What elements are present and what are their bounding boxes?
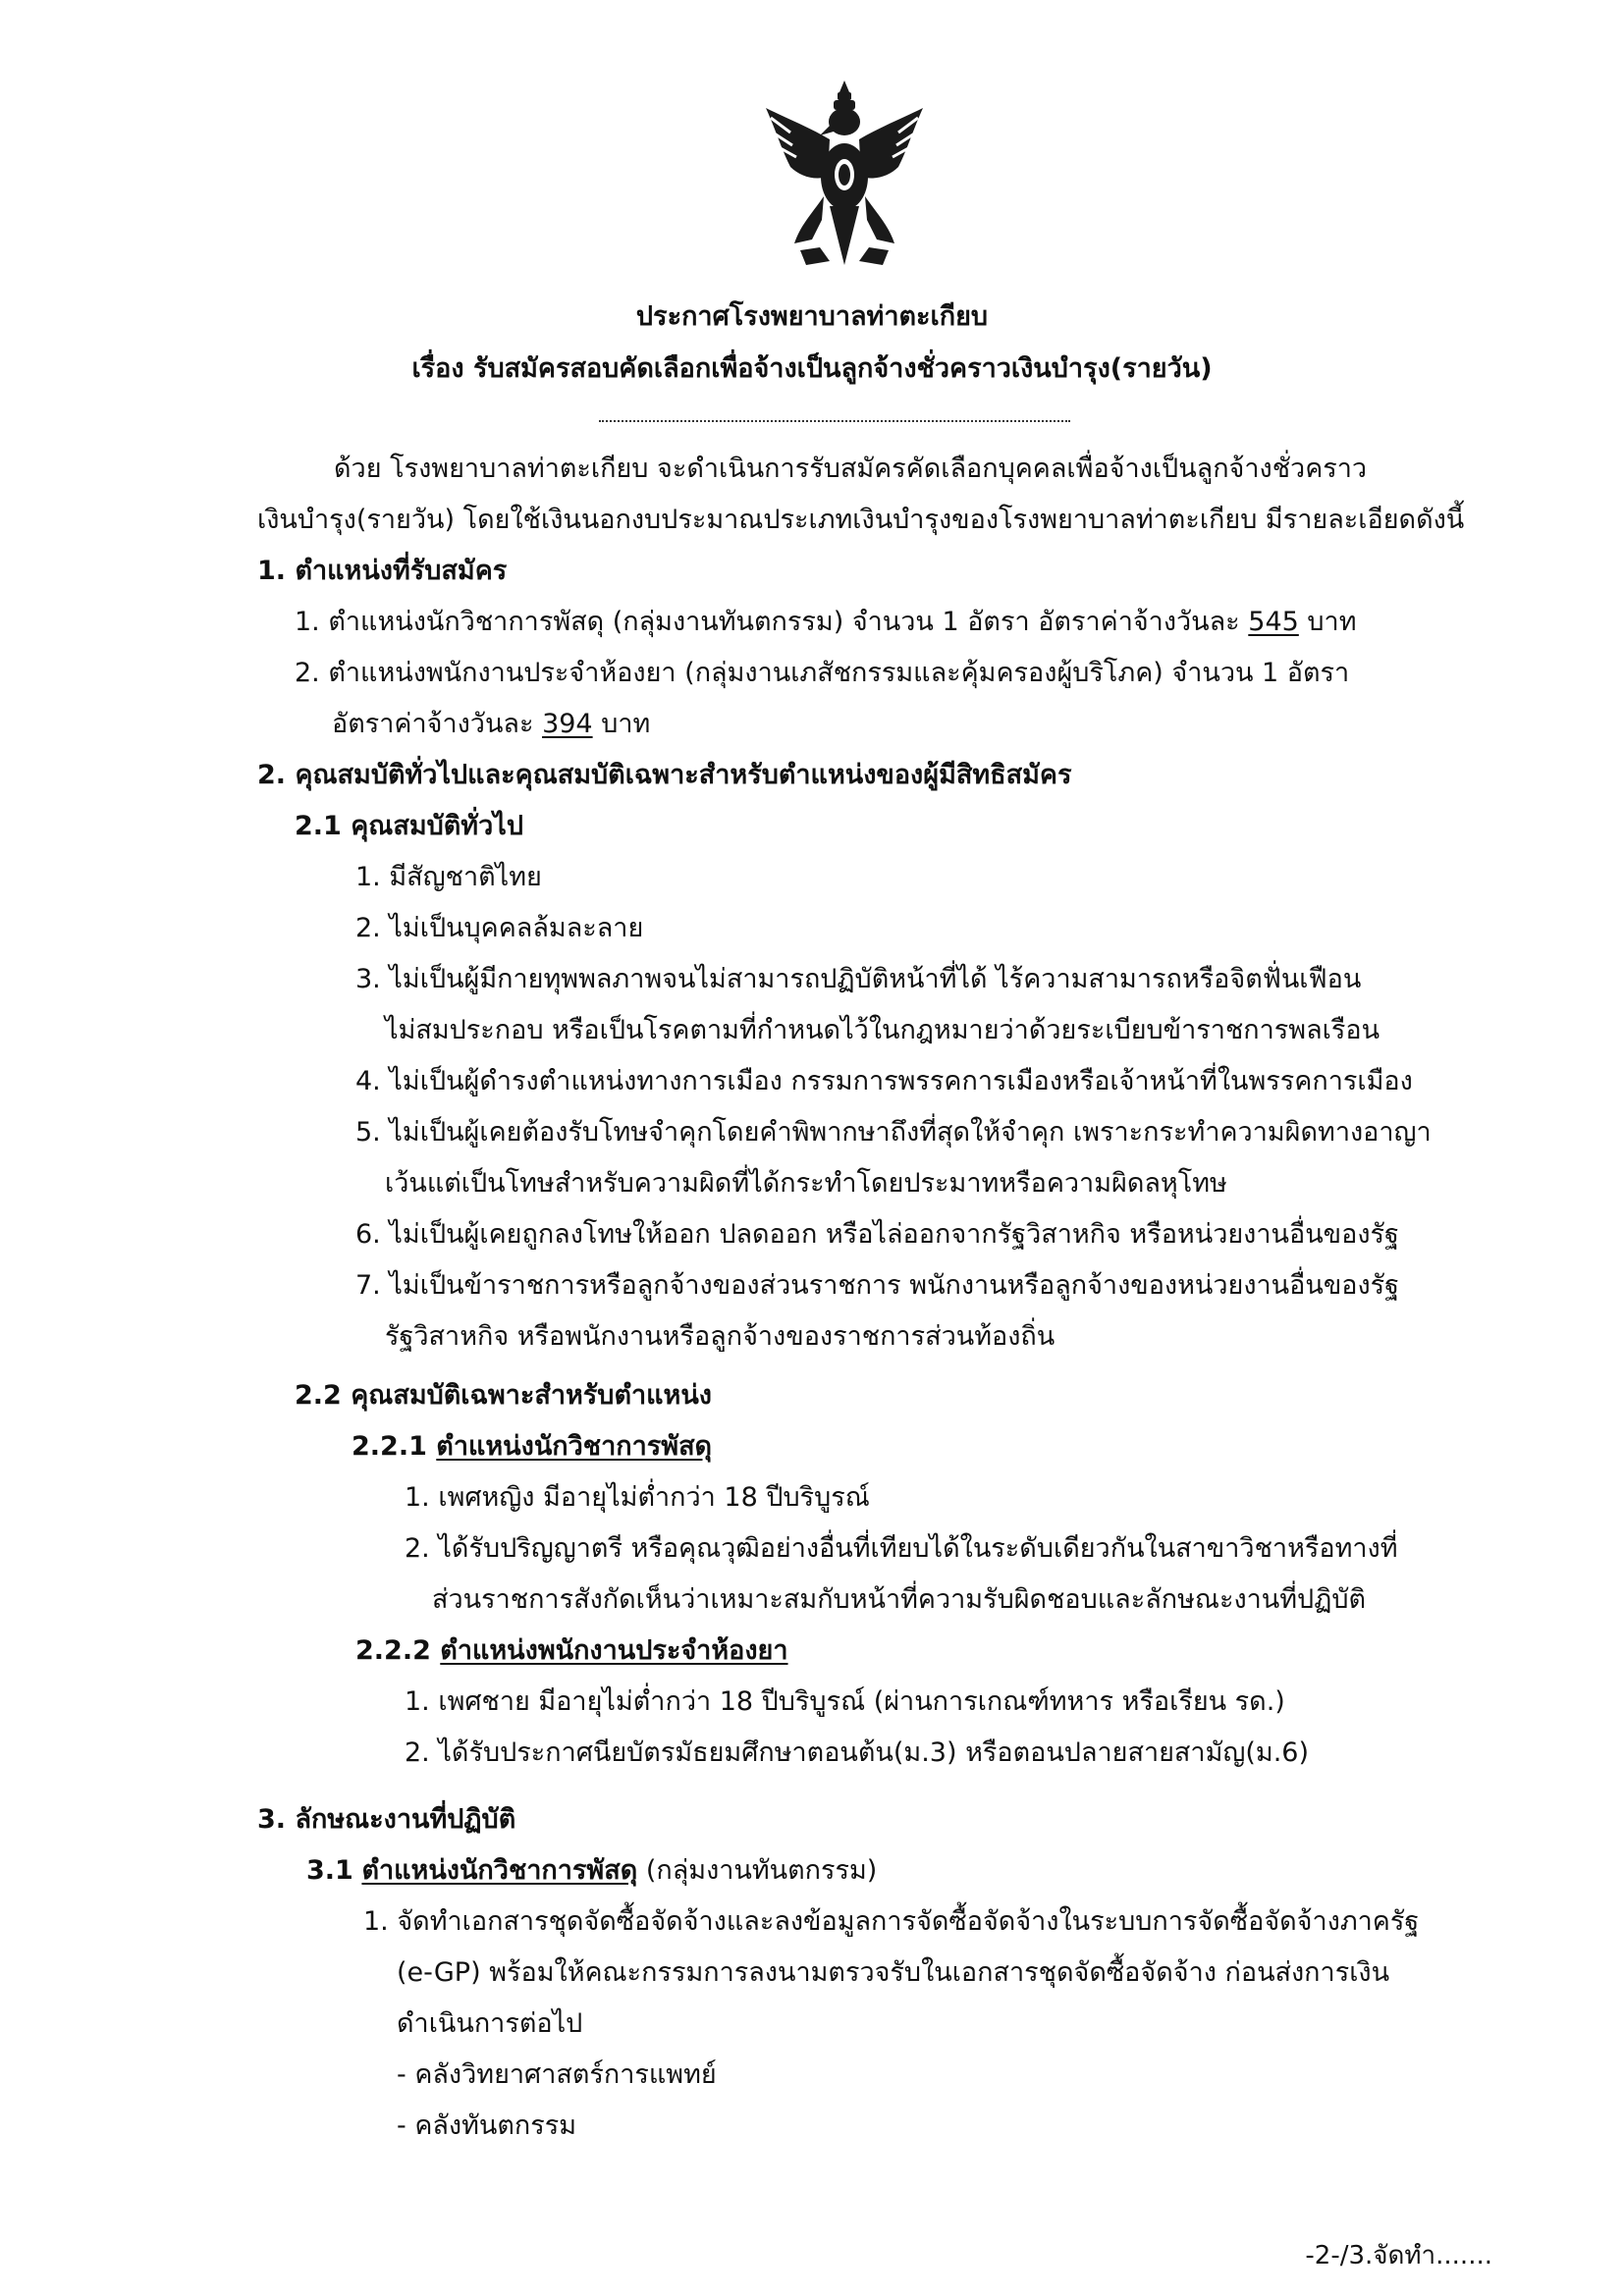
- specific-qual-1-2a: 2. ได้รับปริญญาตรี หรือคุณวุฒิอย่างอื่นที่เทียบได้ในระดับเดียวกันในสาขาวิชาหรือทางที่: [405, 1533, 1398, 1564]
- section-2-2-heading: 2.2 คุณสมบัติเฉพาะสำหรับตำแหน่ง: [295, 1380, 712, 1411]
- section-2-2-2-heading: [355, 1631, 788, 1671]
- page-continuation: -2-/3.จัดทำ.......: [1305, 2241, 1492, 2270]
- section-2-1-heading: 2.1 คุณสมบัติทั่วไป: [295, 811, 523, 841]
- section-2-2-1-number: 2.2.1: [352, 1431, 427, 1462]
- position-2-line-1: 2. ตำแหน่งพนักงานประจำห้องยา (กลุ่มงานเภสัชกรรมและคุ้มครองผู้บริโภค) จำนวน 1 อัตรา: [295, 658, 1350, 688]
- section-3-1-number: 3.1: [306, 1855, 353, 1886]
- section-2-2-2-number: 2.2.2: [355, 1635, 431, 1666]
- general-qual-4: 4. ไม่เป็นผู้ดำรงตำแหน่งทางการเมือง กรรมการพรรคการเมืองหรือเจ้าหน้าที่ในพรรคการเมือง: [355, 1066, 1413, 1096]
- general-qual-5a: 5. ไม่เป็นผู้เคยต้องรับโทษจำคุกโดยคำพิพากษาถึงที่สุดให้จำคุก เพราะกระทำความผิดทางอาญา: [355, 1117, 1432, 1148]
- position-1-text: 1. ตำแหน่งนักวิชาการพัสดุ (กลุ่มงานทันตกรรม) จำนวน 1 อัตรา อัตราค่าจ้างวันละ: [295, 607, 1240, 637]
- garuda-emblem-icon: [761, 79, 928, 275]
- general-qual-5b: เว้นแต่เป็นโทษสำหรับความผิดที่ได้กระทำโดยประมาทหรือความผิดลหุโทษ: [385, 1168, 1227, 1199]
- general-qual-6: 6. ไม่เป็นผู้เคยถูกลงโทษให้ออก ปลดออก หรือไล่ออกจากรัฐวิสาหกิจ หรือหน่วยงานอื่นของรัฐ: [355, 1219, 1399, 1250]
- general-qual-1: 1. มีสัญชาติไทย: [355, 862, 542, 892]
- section-2-2-1-heading: [352, 1427, 712, 1467]
- duty-1b: (e-GP) พร้อมให้คณะกรรมการลงนามตรวจรับในเอกสารชุดจัดซื้อจัดจ้าง ก่อนส่งการเงิน: [397, 1957, 1390, 1988]
- section-3-heading: 3. ลักษณะงานที่ปฏิบัติ: [257, 1804, 516, 1835]
- position-2-unit: บาท: [601, 709, 651, 739]
- section-2-2-1-title: ตำแหน่งนักวิชาการพัสดุ: [436, 1431, 713, 1462]
- general-qual-7b: รัฐวิสาหกิจ หรือพนักงานหรือลูกจ้างของราชการส่วนท้องถิ่น: [385, 1321, 1056, 1352]
- section-3-1-heading: [306, 1851, 877, 1891]
- divider: [599, 420, 1070, 422]
- section-2-heading: 2. คุณสมบัติทั่วไปและคุณสมบัติเฉพาะสำหรับตำแหน่งของผู้มีสิทธิสมัคร: [257, 760, 1072, 790]
- general-qual-3b: ไม่สมประกอบ หรือเป็นโรคตามที่กำหนดไว้ในกฎหมายว่าด้วยระเบียบข้าราชการพลเรือน: [385, 1015, 1380, 1045]
- position-1-wage: 545: [1248, 607, 1299, 637]
- position-2-wage: 394: [542, 709, 593, 739]
- specific-qual-2-1: 1. เพศชาย มีอายุไม่ต่ำกว่า 18 ปีบริบูรณ์ (ผ่านการเกณฑ์ทหาร หรือเรียน รด.): [405, 1686, 1285, 1717]
- specific-qual-1-2b: ส่วนราชการสังกัดเห็นว่าเหมาะสมกับหน้าที่ความรับผิดชอบและลักษณะงานที่ปฏิบัติ: [432, 1584, 1366, 1615]
- general-qual-7a: 7. ไม่เป็นข้าราชการหรือลูกจ้างของส่วนราชการ พนักงานหรือลูกจ้างของหน่วยงานอื่นของรัฐ: [355, 1270, 1400, 1301]
- section-2-2-2-title: ตำแหน่งพนักงานประจำห้องยา: [440, 1635, 788, 1666]
- duty-1d: - คลังวิทยาศาสตร์การแพทย์: [397, 2059, 717, 2090]
- specific-qual-1-1: 1. เพศหญิง มีอายุไม่ต่ำกว่า 18 ปีบริบูรณ์: [405, 1482, 870, 1513]
- announcement-title: ประกาศโรงพยาบาลท่าตะเกียบ: [635, 301, 989, 332]
- position-1: [295, 603, 1357, 642]
- intro-line-2: เงินบำรุง(รายวัน) โดยใช้เงินนอกงบประมาณประเภทเงินบำรุงของโรงพยาบาลท่าตะเกียบ มีรายละเอียดดังนี้: [257, 505, 1465, 535]
- section-3-1-group: (กลุ่มงานทันตกรรม): [645, 1855, 878, 1886]
- position-2-text: อัตราค่าจ้างวันละ: [332, 709, 534, 739]
- position-1-unit: บาท: [1307, 607, 1357, 637]
- general-qual-2: 2. ไม่เป็นบุคคลล้มละลาย: [355, 913, 644, 943]
- duty-1a: 1. จัดทำเอกสารชุดจัดซื้อจัดจ้างและลงข้อมูลการจัดซื้อจัดจ้างในระบบการจัดซื้อจัดจ้างภาครัฐ: [363, 1906, 1420, 1937]
- position-2-line-2: [332, 705, 650, 744]
- specific-qual-2-2: 2. ได้รับประกาศนียบัตรมัธยมศึกษาตอนต้น(ม.3) หรือตอนปลายสายสามัญ(ม.6): [405, 1737, 1310, 1768]
- section-3-1-title: ตำแหน่งนักวิชาการพัสดุ: [361, 1855, 638, 1886]
- announcement-subject: เรื่อง รับสมัครสอบคัดเลือกเพื่อจ้างเป็นลูกจ้างชั่วคราวเงินบำรุง(รายวัน): [411, 353, 1213, 384]
- section-1-heading: 1. ตำแหน่งที่รับสมัคร: [257, 556, 508, 586]
- general-qual-3a: 3. ไม่เป็นผู้มีกายทุพพลภาพจนไม่สามารถปฏิบัติหน้าที่ได้ ไร้ความสามารถหรือจิตฟั่นเฟือน: [355, 964, 1362, 994]
- duty-1e: - คลังทันตกรรม: [397, 2110, 577, 2141]
- intro-line-1: ด้วย โรงพยาบาลท่าตะเกียบ จะดำเนินการรับสมัครคัดเลือกบุคคลเพื่อจ้างเป็นลูกจ้างชั่วคราว: [334, 454, 1368, 484]
- duty-1c: ดำเนินการต่อไป: [397, 2008, 583, 2039]
